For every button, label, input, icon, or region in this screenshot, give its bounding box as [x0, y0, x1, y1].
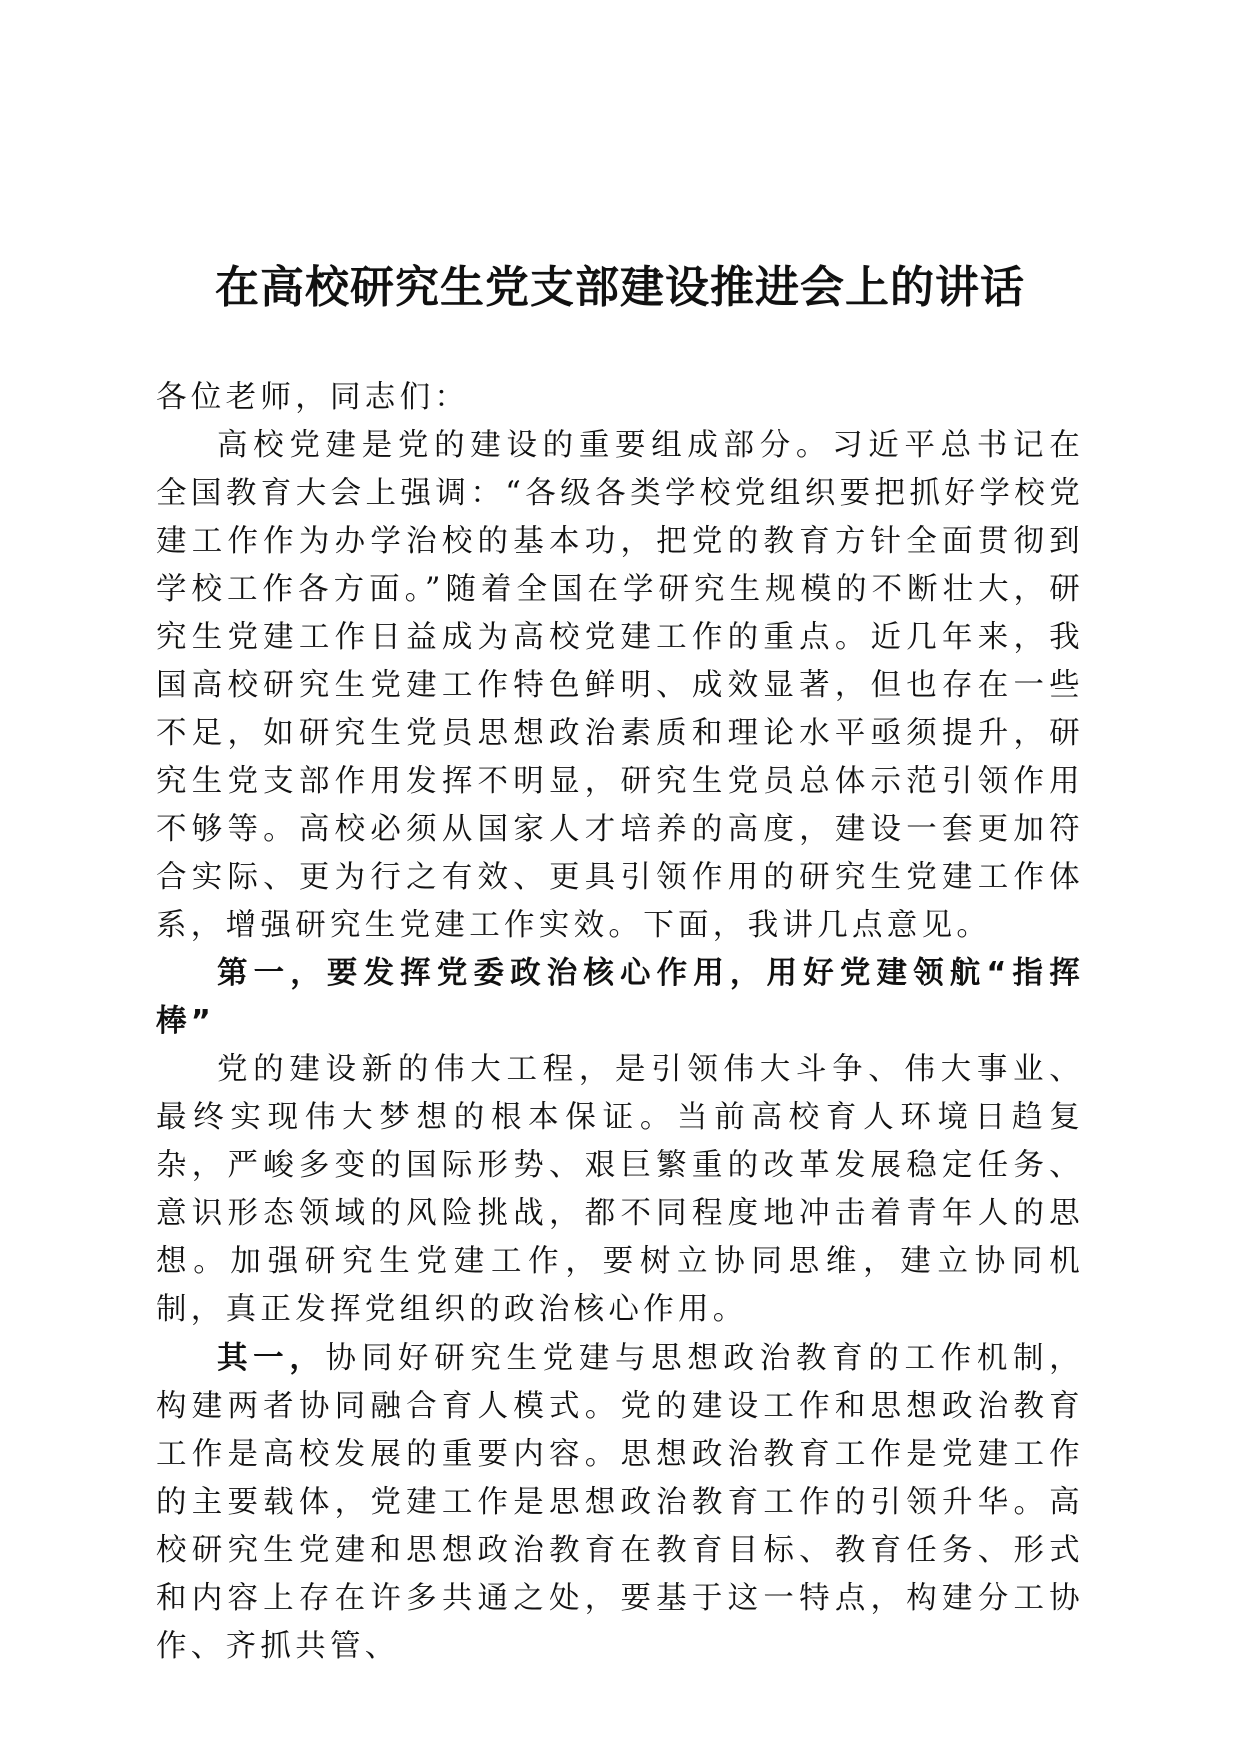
paragraph-point-1 [156, 1334, 1084, 1671]
paragraph-intro: 高校党建是党的建设的重要组成部分。习近平总书记在全国教育大会上强调：“各级各类学校党组织要把抓好学校党建工作作为办学治校的基本功，把党的教育方针全面贯彻到学校工作各方面。”随着全国在学研究生规模的不断壮大，研究生党建工作日益成为高校党建工作的重点。近几年来，我国高校研究生党建工作特色鲜明、成效显著，但也存在一些不足，如研究生党员思想政治素质和理论水平亟须提升，研究生党支部作用发挥不明显，研究生党员总体示范引领作用不够等。高校必须从国家人才培养的高度，建设一套更加符合实际、更为行之有效、更具引领作用的研究生党建工作体系，增强研究生党建工作实效。下面，我讲几点意见。 [156, 428, 1084, 943]
point-1-text: 协同好研究生党建与思想政治教育的工作机制，构建两者协同融合育人模式。党的建设工作和思想政治教育工作是高校发展的重要内容。思想政治教育工作是党建工作的主要载体，党建工作是思想政治教育工作的引领升华。高校研究生党建和思想政治教育在教育目标、教育任务、形式和内容上存在许多共通之处，要基于这一特点，构建分工协作、齐抓共管、 [156, 1341, 1084, 1664]
paragraph-section-1: 党的建设新的伟大工程，是引领伟大斗争、伟大事业、最终实现伟大梦想的根本保证。当前高校育人环境日趋复杂，严峻多变的国际形势、艰巨繁重的改革发展稳定任务、意识形态领域的风险挑战，都不同程度地冲击着青年人的思想。加强研究生党建工作，要树立协同思维，建立协同机制，真正发挥党组织的政治核心作用。 [156, 1052, 1084, 1327]
section-heading-1: 第一，要发挥党委政治核心作用，用好党建领航“指挥棒” [156, 956, 1084, 1039]
document-body [156, 374, 1084, 1671]
salutation: 各位老师，同志们： [156, 380, 470, 415]
document-title: 在高校研究生党支部建设推进会上的讲话 [215, 262, 1025, 313]
point-1-lead: 其一， [217, 1340, 326, 1376]
